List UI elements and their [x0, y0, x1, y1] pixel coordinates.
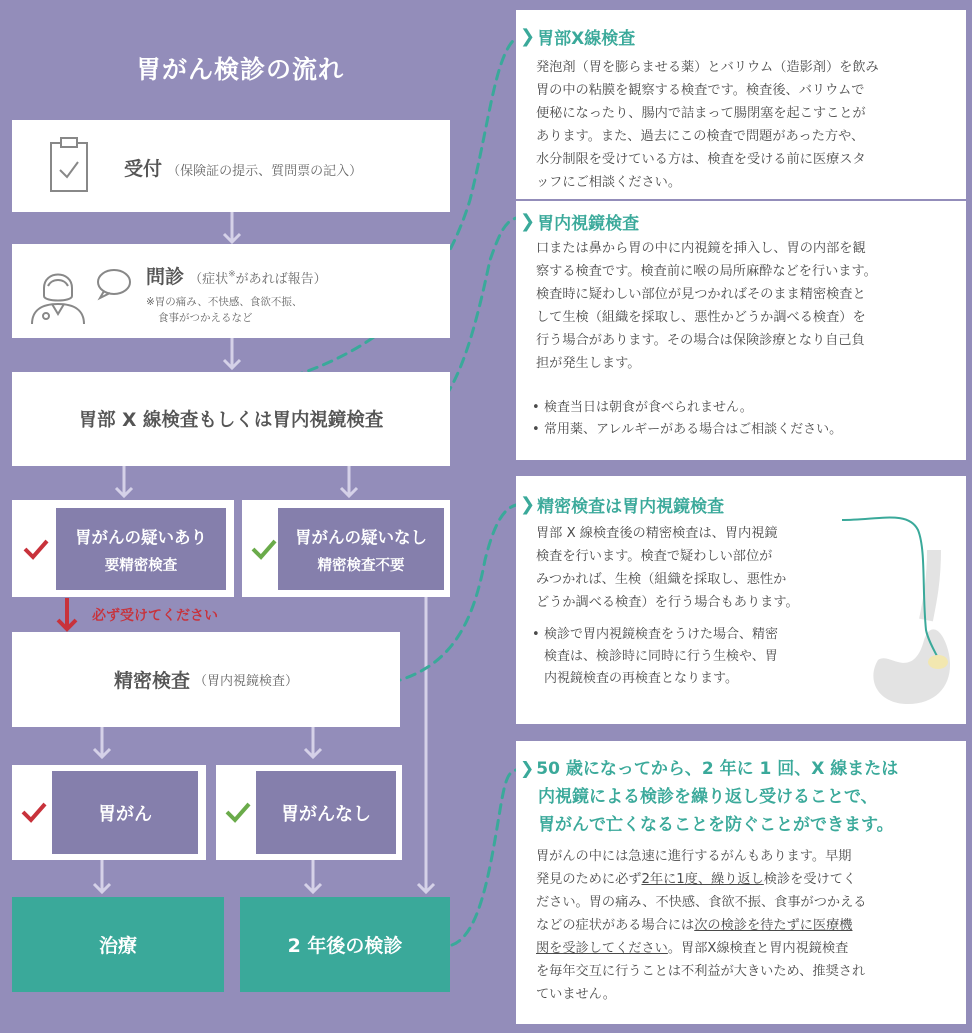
- text-line: 胃部 X 線検査後の精密検査は、胃内視鏡: [536, 526, 778, 541]
- red-check-icon: [20, 801, 48, 823]
- precision-bullet: • 検診で胃内視鏡検査をうけた場合、精密 検査は、検診時に同時に行う生検や、胃 内視鏡検査の再検査となります。: [532, 624, 778, 690]
- interview-note-pre: （症状: [189, 272, 229, 287]
- must-take-arrow: [58, 598, 76, 629]
- text-line: 担が発生します。: [536, 356, 641, 371]
- must-take-label: 必ず受けてください: [92, 608, 218, 624]
- text-line: ださい。胃の痛み、不快感、食欲不振、食事がつかえる: [536, 895, 867, 910]
- doctor-icon: [22, 258, 134, 328]
- bullet-text: 常用薬、アレルギーがある場合はご相談ください。: [544, 422, 843, 437]
- advice-panel: [516, 741, 966, 1024]
- suspect-yes-line2: 要精密検査: [104, 557, 178, 574]
- text-line: 水分制限を受けている方は、検査を受ける前に医療スタ: [536, 152, 866, 167]
- cancer-card: [12, 765, 206, 860]
- precision-description: [536, 522, 799, 614]
- treatment-box: 治療: [12, 897, 224, 992]
- chevron-right-icon: ❯: [520, 759, 535, 779]
- underlined-text: 関を受診してください: [536, 941, 668, 956]
- cancer-label: 胃がん: [52, 771, 198, 854]
- bullet-text: 検査は、検診時に同時に行う生検や、胃: [544, 649, 778, 664]
- page-title: 胃がん検診の流れ: [135, 55, 344, 84]
- headline-line: 50 歳になってから、2 年に 1 回、X 線または: [536, 759, 899, 779]
- interview-note-mark: ※: [228, 269, 236, 280]
- xray-description: [536, 56, 879, 194]
- detail-exam-step: [12, 632, 400, 727]
- chevron-right-icon: ❯: [520, 494, 536, 515]
- chevron-right-icon: ❯: [520, 211, 536, 232]
- underlined-text: 次の検診を待たずに医療機: [694, 918, 853, 933]
- green-check-icon: [250, 538, 278, 560]
- interview-step: [12, 244, 450, 338]
- text-line: 察する検査です。検査前に喉の局所麻酔などを行います。: [536, 264, 877, 279]
- text-segment: などの症状がある場合には: [536, 918, 695, 933]
- red-check-icon: [22, 538, 50, 560]
- green-check-icon: [224, 801, 252, 823]
- text-line: 胃の中の粘膜を観察する検査です。検査後、バリウムで: [536, 83, 865, 98]
- reception-note: （保険証の提示、質問票の記入）: [167, 164, 363, 179]
- interview-note-post: があれば報告）: [235, 272, 327, 287]
- text-line: 発泡剤（胃を膨らませる薬）とバリウム（造影剤）を飲み: [536, 60, 879, 75]
- text-line: して生検（組織を採取し、悪性かどうか調べる検査）を: [536, 310, 866, 325]
- reception-step: [12, 120, 450, 212]
- suspect-yes-card: [12, 500, 234, 597]
- exam-label: 胃部 X 線検査もしくは胃内視鏡検査: [78, 410, 384, 431]
- endoscopy-panel: [516, 201, 966, 460]
- text-line: 口または鼻から胃の中に内視鏡を挿入し、胃の内部を観: [536, 241, 866, 256]
- text-line: を毎年交互に行うことは不利益が大きいため、推奨され: [536, 964, 866, 979]
- precision-title: 精密検査は胃内視鏡検査: [537, 497, 725, 517]
- advice-body: [536, 845, 866, 1006]
- list-item: • 常用薬、アレルギーがある場合はご相談ください。: [532, 419, 842, 441]
- text-line: どうか調べる検査）を行う場合もあります。: [536, 595, 799, 610]
- precision-panel: [516, 476, 966, 724]
- text-segment: 。胃部X線検査と胃内視鏡検査: [667, 941, 849, 956]
- bullet-text: 検査当日は朝食が食べられません。: [544, 400, 753, 415]
- text-segment: 発見のために必ず: [536, 872, 642, 887]
- reception-label: 受付: [124, 158, 163, 180]
- suspect-no-card: [242, 500, 450, 597]
- xray-panel: [516, 10, 966, 199]
- underlined-text: 2年に1度、繰り返し: [641, 872, 764, 887]
- bullet-text: 検診で胃内視鏡検査をうけた場合、精密: [544, 627, 779, 642]
- text-line: ていません。: [536, 987, 616, 1002]
- text-line: ッフにご相談ください。: [536, 175, 682, 190]
- xray-title: 胃部X線検査: [537, 29, 636, 49]
- no-cancer-label: 胃がんなし: [256, 771, 396, 854]
- text-line: 検査を行います。検査で疑わしい部位が: [536, 549, 773, 564]
- suspect-no-line2: 精密検査不要: [317, 557, 405, 574]
- endoscopy-title: 胃内視鏡検査: [537, 214, 640, 234]
- exam-step: [12, 372, 450, 466]
- suspect-no-line1: 胃がんの疑いなし: [295, 527, 427, 547]
- list-item: • 検査当日は朝食が食べられません。: [532, 397, 842, 419]
- endoscopy-description: [536, 237, 877, 375]
- connector-advice: [452, 770, 516, 945]
- chevron-right-icon: ❯: [520, 26, 536, 47]
- headline-line: 内視鏡による検診を繰り返し受けることで、: [538, 787, 878, 807]
- symptom-note-line2: 食事がつかえるなど: [158, 312, 253, 324]
- connector-xray: [168, 38, 516, 400]
- no-cancer-card: [216, 765, 402, 860]
- interview-label: 問診: [146, 266, 185, 288]
- text-segment: 検診を受けてく: [763, 872, 857, 887]
- text-line: あります。また、過去にこの検査で問題があった方や、: [536, 129, 865, 144]
- text-line: 行う場合があります。その場合は保険診療となり自己負: [536, 333, 865, 348]
- symptom-note-line1: ※胃の痛み、不快感、食欲不振、: [146, 296, 303, 308]
- text-line: みつかれば、生検（組織を採取し、悪性か: [536, 572, 787, 587]
- detail-exam-note: （胃内視鏡検査）: [194, 674, 299, 689]
- suspect-yes-line1: 胃がんの疑いあり: [75, 527, 207, 547]
- next-screening-box: 2 年後の検診: [240, 897, 450, 992]
- advice-headline: [520, 755, 898, 839]
- clipboard-icon: [48, 136, 90, 194]
- stomach-endoscope-icon: [838, 490, 962, 718]
- headline-line: 胃がんで亡くなることを防ぐことができます。: [538, 815, 894, 835]
- text-line: 便秘になったり、腸内で詰まって腸閉塞を起こすことが: [536, 106, 866, 121]
- text-line: 検査時に疑わしい部位が見つかればそのまま精密検査と: [536, 287, 866, 302]
- detail-exam-label: 精密検査: [113, 670, 190, 692]
- arrowhead: [224, 234, 240, 242]
- text-line: 胃がんの中には急速に進行するがんもあります。早期: [536, 849, 852, 864]
- bullet-text: 内視鏡検査の再検査となります。: [544, 671, 738, 686]
